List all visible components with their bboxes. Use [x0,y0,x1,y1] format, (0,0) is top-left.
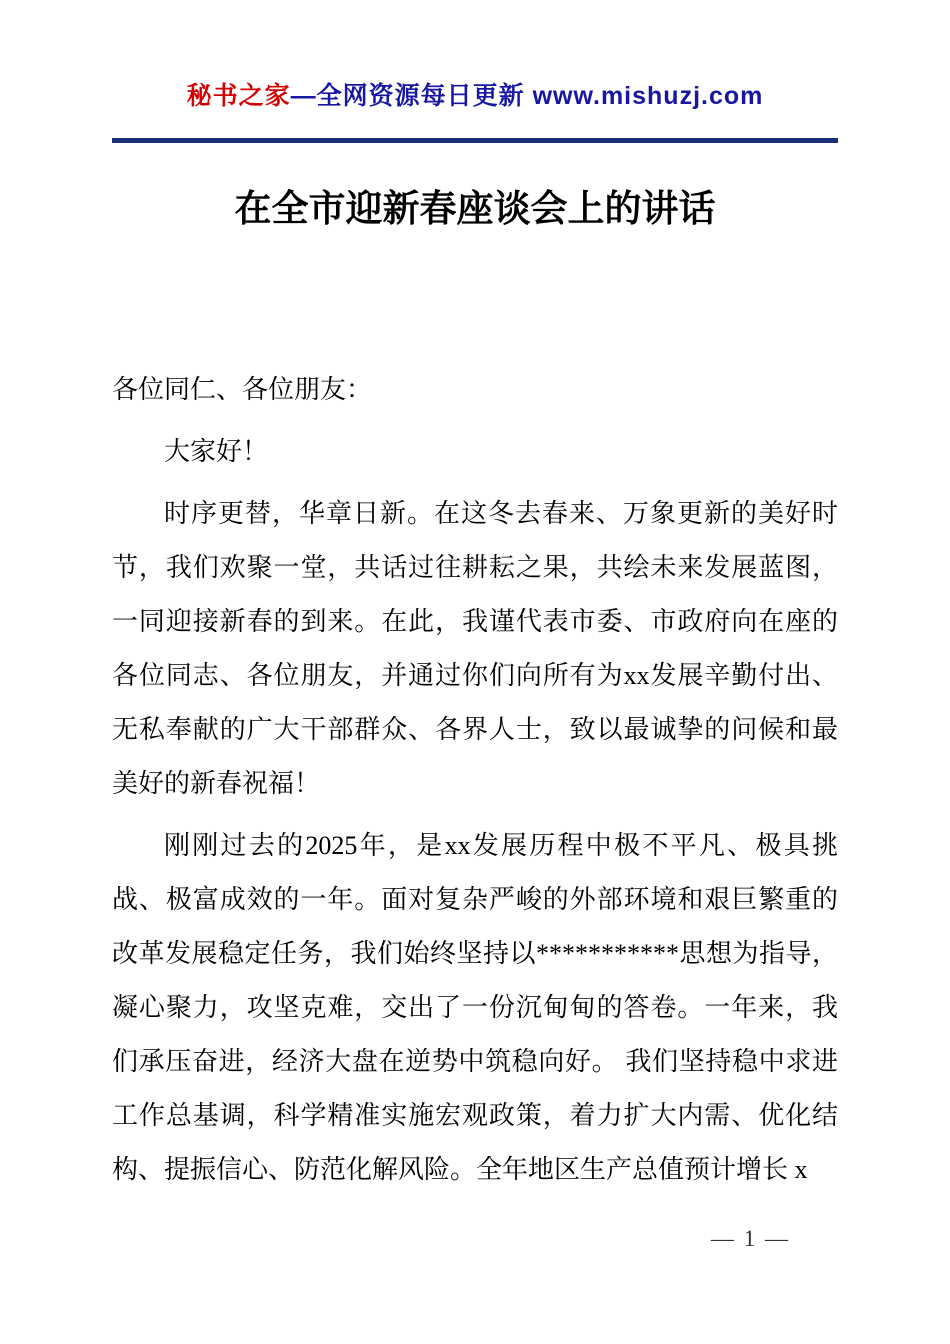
page-number: — 1 — [711,1226,790,1251]
document-body [112,363,838,1197]
site-header [112,78,838,114]
paragraph-greeting: 大家好！ [164,437,269,466]
paragraph-review: 刚刚过去的2025年，是xx发展历程中极不平凡、极具挑战、极富成效的一年。面对复杂严峻的外部环境和艰巨繁重的改革发展稳定任务，我们始终坚持以***********思想为指导，凝心聚力，攻坚克难，交出了一份沉甸甸的答卷。一年来，我们承压奋进，经济大盘在逆势中筑稳向好。 我们坚持稳中求进工作总基调，科学精准实施宏观政策，着力扩大内需、优化结构、提振信心、防范化解风险。全年地区生产总值预计增长 x [112,831,838,1184]
salutation: 各位同仁、各位朋友： [112,375,373,404]
brand-name: 秘书之家 [186,82,291,110]
document-title: 在全市迎新春座谈会上的讲话 [234,189,716,230]
paragraph-opening: 时序更替，华章日新。在这冬去春来、万象更新的美好时节，我们欢聚一堂，共话过往耕耘之果，共绘未来发展蓝图，一同迎接新春的到来。在此，我谨代表市委、市政府向在座的各位同志、各位朋友，并通过你们向所有为xx发展辛勤付出、无私奉献的广大干部群众、各界人士，致以最诚挚的问候和最美好的新春祝福！ [112,499,838,798]
header-tagline: —全网资源每日更新 [290,82,533,110]
header-divider [112,138,838,143]
site-url: www.mishuzj.com [532,82,764,110]
